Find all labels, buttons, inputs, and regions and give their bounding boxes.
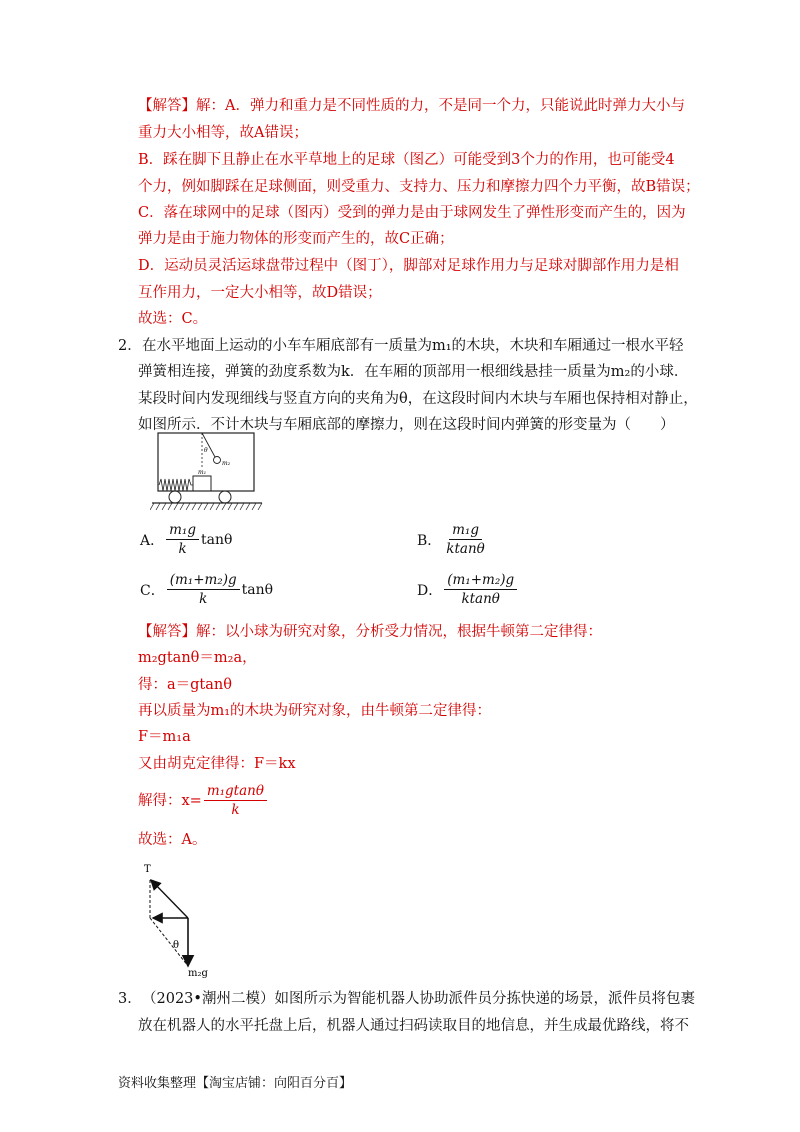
svg-text:m₂: m₂ [222, 460, 231, 467]
svg-text:m₂g: m₂g [188, 968, 208, 979]
question3-line-1: （2023•潮州二模）如图所示为智能机器人协助派件员分拣快递的场景，派件员将包裹 [142, 991, 695, 1007]
svg-text:θ: θ [173, 940, 180, 951]
svg-text:T: T [144, 864, 151, 875]
answer1-line-8: 互作用力，一定大小相等，故D错误； [138, 285, 382, 301]
option-c[interactable]: C． $\frac{\text{(m₁+m₂)g}}{k}$ tanθ [140, 572, 274, 607]
answer2-fraction: $\frac{\text{m₁gtanθ}}{k}$ [204, 783, 267, 818]
question2-line-4: 如图所示．不计木块与车厢底部的摩擦力，则在这段时间内弹簧的形变量为（ ） [138, 417, 675, 433]
answer-tag: 【解答】 [138, 98, 196, 114]
answer1-line-9: 故选：C。 [138, 311, 208, 327]
cart-figure [150, 430, 265, 512]
answer1-line-2: 重力大小相等，故A错误； [138, 125, 308, 141]
answer2-line-2: m₂gtanθ＝m₂a， [138, 650, 257, 666]
answer1-line-7: D．运动员灵活运球盘带过程中（图丁），脚部对足球作用力与足球对脚部作用力是相 [138, 258, 679, 274]
answer1-line-4: 个力，例如脚踩在足球侧面，则受重力、支持力、压力和摩擦力四个力平衡，故B错误； [138, 179, 700, 195]
svg-text:θ: θ [204, 447, 208, 454]
answer2-line-7: 解得：x= $\frac{\text{m₁gtanθ}}{k}$ [138, 783, 269, 818]
answer1-line-5: C．落在球网中的足球（图丙）受到的弹力是由于球网发生了弹性形变而产生的，因为 [138, 205, 686, 221]
question2-line-1: 在水平地面上运动的小车车厢底部有一质量为m₁的木块，木块和车厢通过一根水平轻 [142, 338, 684, 354]
question2-number: 2． [118, 338, 142, 354]
question3-line-2: 放在机器人的水平托盘上后，机器人通过扫码读取目的地信息，并生成最优路线，将不 [138, 1018, 689, 1034]
answer1-line-1: 【解答】解：A．弹力和重力是不同性质的力，不是同一个力，只能说此时弹力大小与 [138, 98, 685, 114]
option-a-fraction: $\frac{\text{m₁g}}{k}$ [166, 522, 199, 557]
option-b-fraction: $\frac{\text{m₁g}}{ktan\theta}$ [446, 522, 485, 557]
option-c-fraction: $\frac{\text{(m₁+m₂)g}}{k}$ [167, 572, 240, 607]
answer1-line-3: B．踩在脚下且静止在水平草地上的足球（图乙）可能受到3个力的作用，也可能受4 [138, 152, 675, 168]
question3-number: 3． [118, 991, 142, 1007]
answer2-line-6: 又由胡克定律得：F＝kx [138, 756, 296, 772]
question2-line-2: 弹簧相连接，弹簧的劲度系数为k．在车厢的顶部用一根细线悬挂一质量为m₂的小球． [138, 364, 689, 380]
answer1-line-6: 弹力是由于施力物体的形变而产生的，故C正确； [138, 231, 454, 247]
option-d-fraction: $\frac{\text{(m₁+m₂)g}}{ktan\theta}$ [444, 572, 517, 607]
option-d[interactable]: D． $\frac{\text{(m₁+m₂)g}}{ktan\theta}$ [417, 572, 519, 607]
answer2-line-4: 再以质量为m₁的木块为研究对象，由牛顿第二定律得： [138, 703, 492, 719]
svg-text:m₁: m₁ [198, 469, 207, 476]
footer-source: 资料收集整理【淘宝店铺：向阳百分百】 [118, 1076, 353, 1091]
answer2-line-3: 得：a＝gtanθ [138, 677, 232, 693]
force-diagram [138, 858, 228, 980]
question2-line-3: 某段时间内发现细线与竖直方向的夹角为θ，在这段时间内木块与车厢也保持相对静止， [138, 391, 698, 407]
answer2-line-8: 故选：A。 [138, 832, 207, 848]
answer2-line-5: F＝m₁a [138, 729, 191, 745]
option-a[interactable]: A． $\frac{\text{m₁g}}{k}$ tanθ [140, 522, 233, 557]
answer-tag: 【解答】 [138, 624, 196, 640]
answer2-line-1: 【解答】解：以小球为研究对象，分析受力情况，根据牛顿第二定律得： [138, 624, 602, 640]
option-b[interactable]: B． $\frac{\text{m₁g}}{ktan\theta}$ [417, 522, 490, 557]
